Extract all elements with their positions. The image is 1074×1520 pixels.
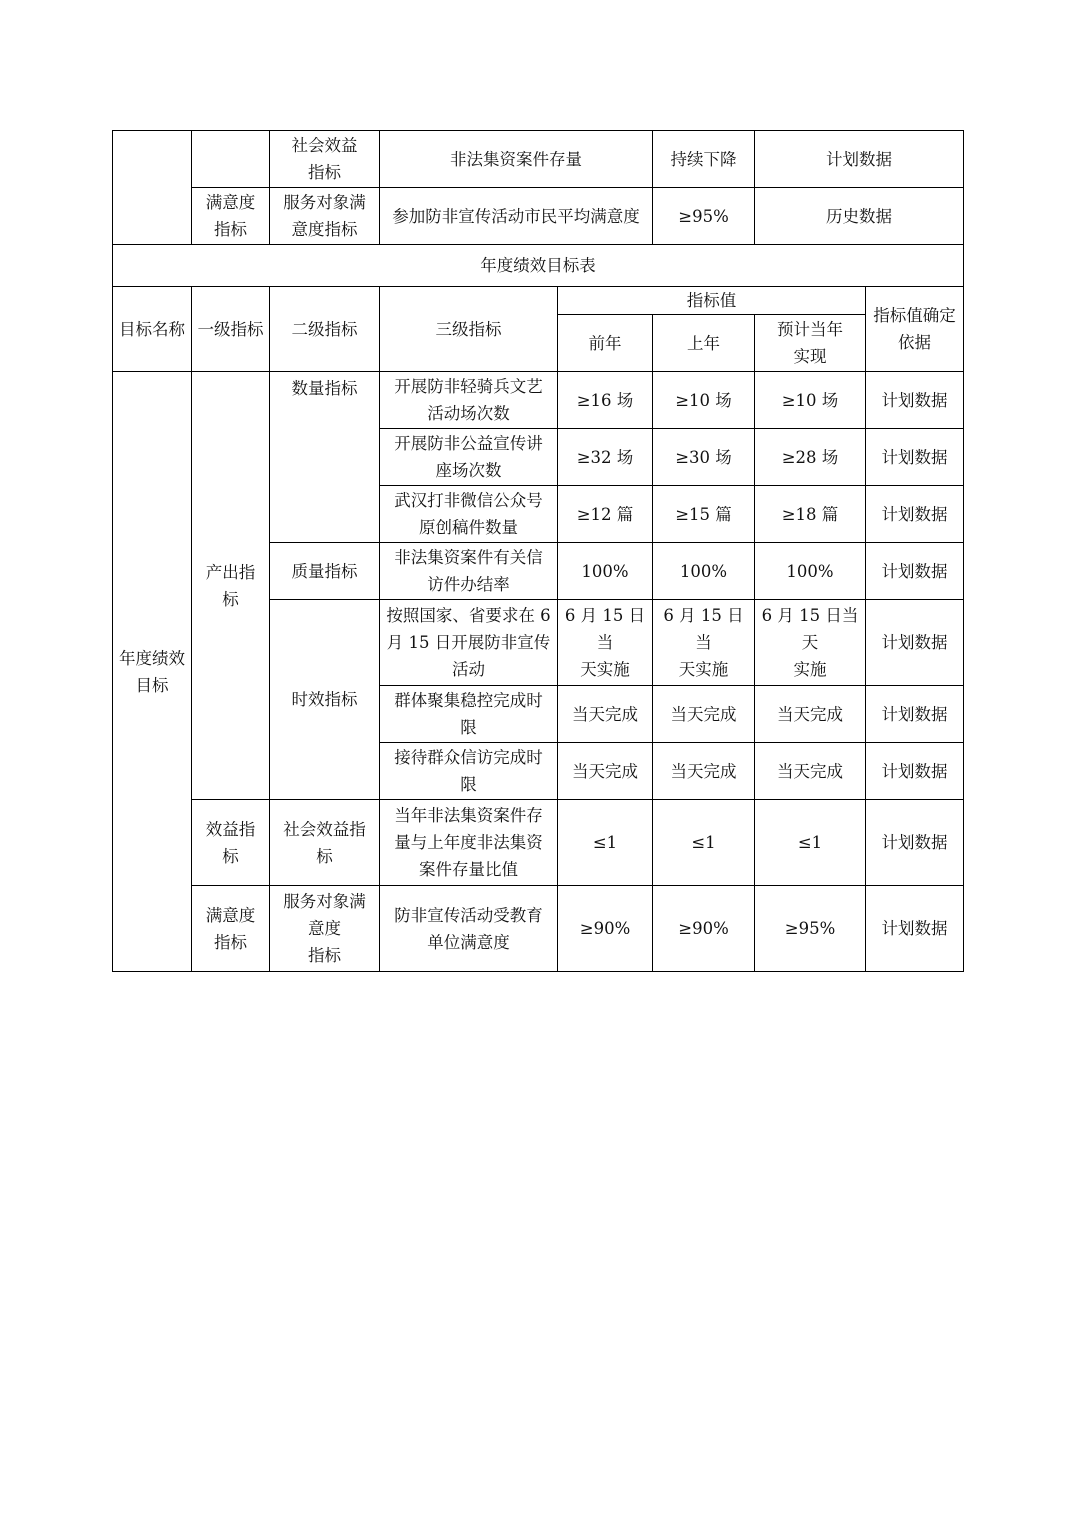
basis-cell: 历史数据 [755, 188, 964, 245]
last-cell: ≥90% [653, 886, 755, 972]
service-satisfaction-cell: 服务对象满 意度 指标 [270, 886, 380, 972]
level3-cell: 非法集资案件有关信 访件办结率 [380, 543, 558, 600]
last-cell: 100% [653, 543, 755, 600]
benefit-indicator-cell: 效益指 标 [192, 800, 270, 886]
header-prev: 前年 [558, 315, 653, 372]
last-cell: ≤1 [653, 800, 755, 886]
level3-cell: 武汉打非微信公众号 原创稿件数量 [380, 486, 558, 543]
expected-cell: ≥18 篇 [755, 486, 866, 543]
expected-cell: ≥28 场 [755, 429, 866, 486]
table-row [113, 800, 964, 886]
expected-cell: 当天完成 [755, 686, 866, 743]
level1-cell-empty [192, 131, 270, 188]
basis-cell: 计划数据 [866, 372, 964, 429]
output-indicator-cell: 产出指 标 [192, 372, 270, 800]
value-cell: ≥95% [653, 188, 755, 245]
header-level1: 一级指标 [192, 287, 270, 372]
prev-cell: 100% [558, 543, 653, 600]
level3-cell: 非法集资案件存量 [380, 131, 653, 188]
header-goal: 目标名称 [113, 287, 192, 372]
level3-cell: 按照国家、省要求在 6 月 15 日开展防非宣传 活动 [380, 600, 558, 686]
satisfaction-indicator-cell: 满意度 指标 [192, 886, 270, 972]
level1-cell: 满意度 指标 [192, 188, 270, 245]
last-cell: ≥10 场 [653, 372, 755, 429]
header-expected: 预计当年 实现 [755, 315, 866, 372]
level2-cell: 服务对象满 意度指标 [270, 188, 380, 245]
value-cell: 持续下降 [653, 131, 755, 188]
prev-cell: ≤1 [558, 800, 653, 886]
table-row [113, 372, 964, 429]
level3-cell: 防非宣传活动受教育 单位满意度 [380, 886, 558, 972]
table-row [113, 245, 964, 287]
expected-cell: ≤1 [755, 800, 866, 886]
expected-cell: 100% [755, 543, 866, 600]
level3-cell: 群体聚集稳控完成时 限 [380, 686, 558, 743]
quality-indicator-cell: 质量指标 [270, 543, 380, 600]
prev-cell: ≥16 场 [558, 372, 653, 429]
basis-cell: 计划数据 [755, 131, 964, 188]
basis-cell: 计划数据 [866, 686, 964, 743]
prev-cell: ≥32 场 [558, 429, 653, 486]
prev-cell: ≥12 篇 [558, 486, 653, 543]
prev-cell: 6 月 15 日当 天实施 [558, 600, 653, 686]
expected-cell: 当天完成 [755, 743, 866, 800]
basis-cell: 计划数据 [866, 600, 964, 686]
basis-cell: 计划数据 [866, 743, 964, 800]
timeliness-indicator-cell: 时效指标 [270, 600, 380, 800]
level3-cell: 开展防非公益宣传讲 座场次数 [380, 429, 558, 486]
expected-cell: ≥10 场 [755, 372, 866, 429]
header-row [113, 287, 964, 315]
prev-cell: 当天完成 [558, 743, 653, 800]
performance-table [112, 130, 964, 972]
expected-cell: 6 月 15 日当天 实施 [755, 600, 866, 686]
social-benefit-cell: 社会效益指 标 [270, 800, 380, 886]
quantity-indicator-cell: 数量指标 [270, 372, 380, 543]
level3-cell: 接待群众信访完成时 限 [380, 743, 558, 800]
goal-name-cell: 年度绩效 目标 [113, 372, 192, 972]
last-cell: ≥30 场 [653, 429, 755, 486]
goal-cell-empty [113, 131, 192, 245]
prev-cell: ≥90% [558, 886, 653, 972]
header-level3: 三级指标 [380, 287, 558, 372]
basis-cell: 计划数据 [866, 486, 964, 543]
basis-cell: 计划数据 [866, 886, 964, 972]
level3-cell: 当年非法集资案件存 量与上年度非法集资 案件存量比值 [380, 800, 558, 886]
expected-cell: ≥95% [755, 886, 866, 972]
last-cell: 6 月 15 日当 天实施 [653, 600, 755, 686]
table-row [113, 188, 964, 245]
last-cell: ≥15 篇 [653, 486, 755, 543]
header-last: 上年 [653, 315, 755, 372]
last-cell: 当天完成 [653, 743, 755, 800]
header-value: 指标值 [558, 287, 866, 315]
level2-cell: 社会效益 指标 [270, 131, 380, 188]
level3-cell: 参加防非宣传活动市民平均满意度 [380, 188, 653, 245]
table-row [113, 886, 964, 972]
last-cell: 当天完成 [653, 686, 755, 743]
basis-cell: 计划数据 [866, 543, 964, 600]
header-level2: 二级指标 [270, 287, 380, 372]
level3-cell: 开展防非轻骑兵文艺 活动场次数 [380, 372, 558, 429]
prev-cell: 当天完成 [558, 686, 653, 743]
header-basis: 指标值确定 依据 [866, 287, 964, 372]
basis-cell: 计划数据 [866, 429, 964, 486]
table-row [113, 131, 964, 188]
annual-table-title: 年度绩效目标表 [113, 245, 964, 287]
basis-cell: 计划数据 [866, 800, 964, 886]
